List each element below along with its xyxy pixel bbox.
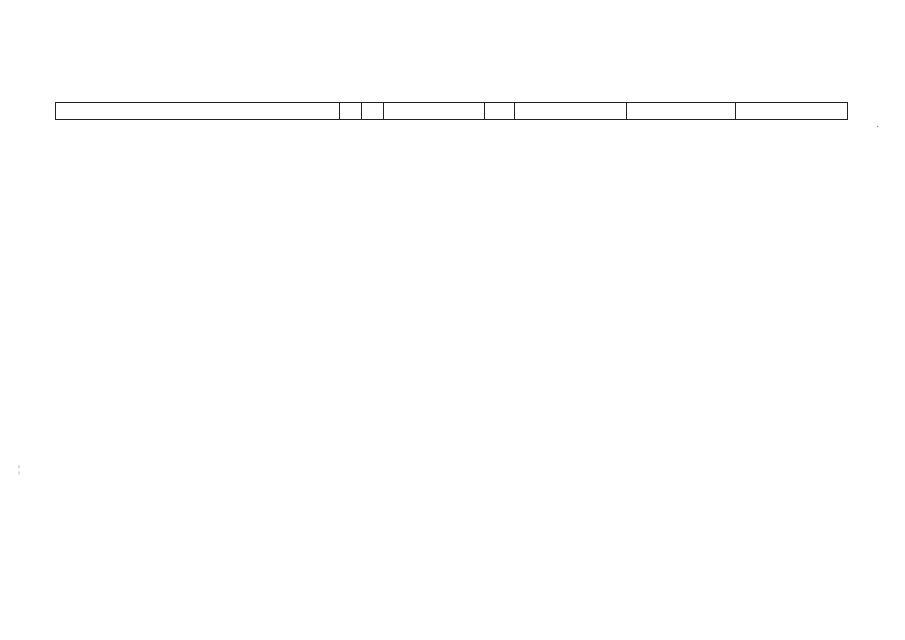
- table-header: [55, 102, 848, 120]
- header-col-1: [56, 103, 340, 119]
- header-col-2: [340, 103, 362, 119]
- header-col-3: [362, 103, 384, 119]
- header-col-4: [384, 103, 485, 119]
- scan-mark: ¦: [18, 464, 21, 475]
- header-col-8: [736, 103, 847, 119]
- header-col-5: [485, 103, 515, 119]
- header-col-6: [515, 103, 627, 119]
- header-col-7: [627, 103, 737, 119]
- scan-mark: ·: [876, 122, 880, 133]
